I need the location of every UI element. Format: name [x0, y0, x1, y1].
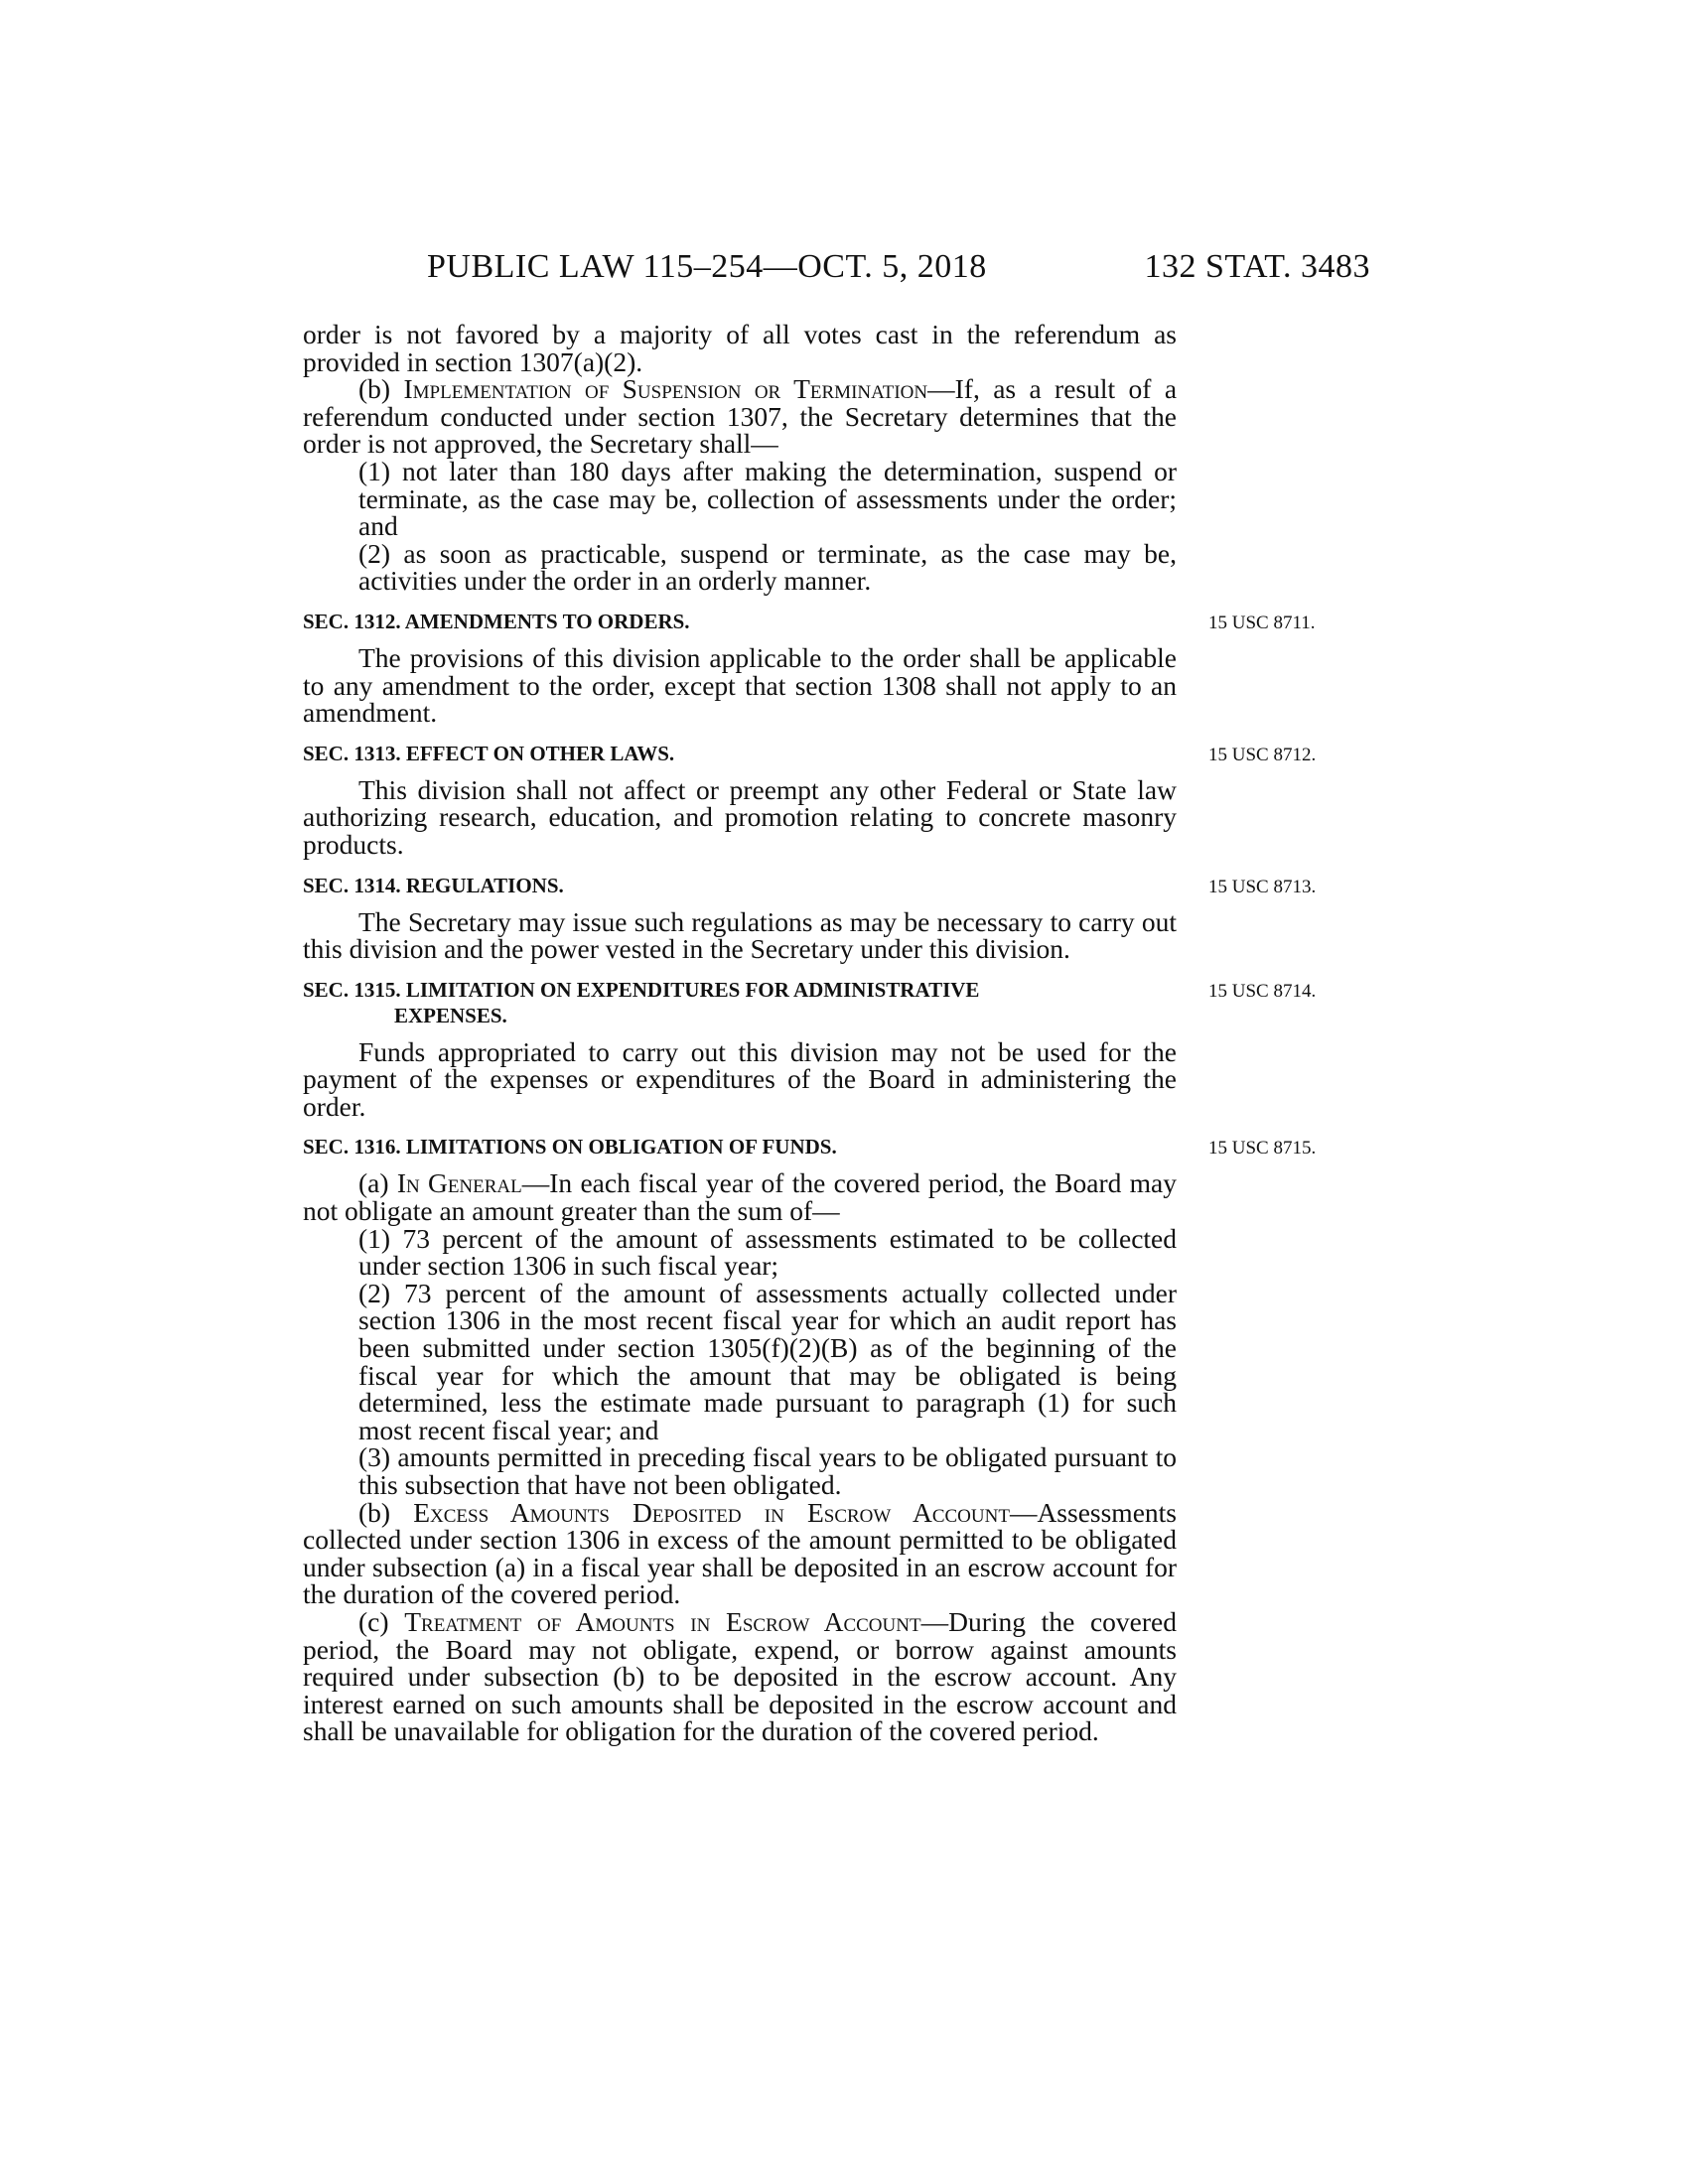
usc-citation-1312: 15 USC 8711. [1208, 612, 1316, 633]
subsection-a-label: (a) [358, 1167, 389, 1199]
subsection-b-heading: Implementation of Suspension or Termination [403, 373, 928, 405]
usc-citation-1314: 15 USC 8713. [1208, 876, 1317, 897]
section-text-1312: The provisions of this division applicable to the order shall be applicable to any amendment to the order, except that section 1308 shall not apply to an amendment. [303, 641, 1177, 729]
subsection-b-text: —If, as a result of a referendum conducted under section 1307, the Secretary determines that the order is not approved, the Secretary shall— [303, 373, 1178, 460]
section-heading-1312 [303, 609, 1316, 634]
subsection-b-escrow [303, 1496, 1177, 1610]
subsection-c [303, 1605, 1178, 1747]
running-title: PUBLIC LAW 115–254—OCT. 5, 2018 [427, 248, 987, 285]
paragraph-a1 [358, 1222, 1177, 1282]
section-text-1314: The Secretary may issue such regulations as may be necessary to carry out this division and the power vested in the Secretary under this division. [303, 905, 1177, 965]
document-body [303, 319, 1317, 1747]
subsection-a-text: —In each fiscal year of the covered period, the Board may not obligate an amount greater than the sum of— [303, 1167, 1178, 1227]
paragraph-b1 [358, 455, 1177, 542]
usc-citation-1316: 15 USC 8715. [1208, 1138, 1317, 1160]
section-title-1312: SEC. 1312. AMENDMENTS TO ORDERS. [303, 609, 690, 633]
paragraph-b1-text: (1) not later than 180 days after making the determination, suspend or terminate, as the case may be, collection of assessments under the order; and [358, 455, 1177, 542]
stat-page-number: 132 STAT. 3483 [1144, 248, 1370, 285]
subsection-b [303, 375, 1177, 458]
section-heading-1313 [303, 741, 1317, 766]
subsection-b-escrow-text: —Assessments collected under section 1306 in excess of the amount permitted to be obligated under subsection (a) in a fiscal year shall be deposited in an escrow account for the duration of the covered period. [303, 1496, 1177, 1610]
usc-citation-1315: 15 USC 8714. [1208, 980, 1317, 1002]
subsection-b-label: (b) [358, 373, 391, 405]
paragraph-a3 [358, 1443, 1177, 1498]
usc-citation-1313: 15 USC 8712. [1208, 744, 1317, 765]
subsection-a [303, 1167, 1178, 1227]
section-title-1316: SEC. 1316. LIMITATIONS ON OBLIGATION OF FUNDS. [303, 1135, 837, 1160]
section-heading-1316 [303, 1134, 1317, 1160]
paragraph-a1-text: (1) 73 percent of the amount of assessments estimated to be collected under section 1306 in such fiscal year; [358, 1222, 1177, 1282]
paragraph-a2 [358, 1277, 1177, 1445]
paragraph-a2-text: (2) 73 percent of the amount of assessments actually collected under section 1306 in the most recent fiscal year for which an audit report has been submitted under section 1305(f)(2)(B) as of the beginning of the fiscal year for which the amount that may be obligated is being determined, less the estimate made pursuant to paragraph (1) for such most recent fiscal year; and [358, 1277, 1177, 1445]
paragraph-b2 [358, 537, 1177, 597]
section-title-1314: SEC. 1314. REGULATIONS. [303, 873, 564, 897]
section-text-1313: This division shall not affect or preempt any other Federal or State law authorizing research, education, and promotion relating to concrete masonry products. [303, 773, 1177, 860]
paragraph-list-b [358, 455, 1177, 597]
page-header [298, 248, 1370, 294]
paragraph-b2-text: (2) as soon as practicable, suspend or terminate, as the case may be, activities under the order in an orderly manner. [358, 537, 1177, 597]
paragraph-a3-text: (3) amounts permitted in preceding fiscal years to be obligated pursuant to this subsection that have not been obligated. [358, 1441, 1177, 1500]
subsection-b-escrow-heading: Excess Amounts Deposited in Escrow Account [413, 1496, 1010, 1528]
section-title-1315-cont: EXPENSES. [394, 1003, 507, 1027]
section-heading-1314 [303, 873, 1317, 898]
subsection-c-text: —During the covered period, the Board may not obligate, expend, or borrow against amounts required under subsection (b) to be deposited in the escrow account. Any interest earned on such amounts shall be deposited in the escrow account and shall be unavailable for obligation for the duration of the covered period. [303, 1605, 1178, 1747]
subsection-c-label: (c) [358, 1605, 389, 1637]
subsection-a-heading: In General [396, 1167, 522, 1199]
section-text-1315: Funds appropriated to carry out this division may not be used for the payment of the expenses or expenditures of the Board in administering the order. [303, 1035, 1177, 1122]
subsection-c-heading: Treatment of Amounts in Escrow Account [404, 1605, 921, 1637]
section-title-1313: SEC. 1313. EFFECT ON OTHER LAWS. [303, 741, 675, 765]
section-title-1315: SEC. 1315. LIMITATION ON EXPENDITURES FOR ADMINISTRATIVE [303, 977, 980, 1002]
paragraph-list-a [358, 1222, 1177, 1500]
paragraph-continuation: order is not favored by a majority of all votes cast in the referendum as provided in section 1307(a)(2). [303, 319, 1177, 377]
subsection-b-escrow-label: (b) [358, 1496, 391, 1528]
section-heading-1315 [303, 977, 1317, 1028]
